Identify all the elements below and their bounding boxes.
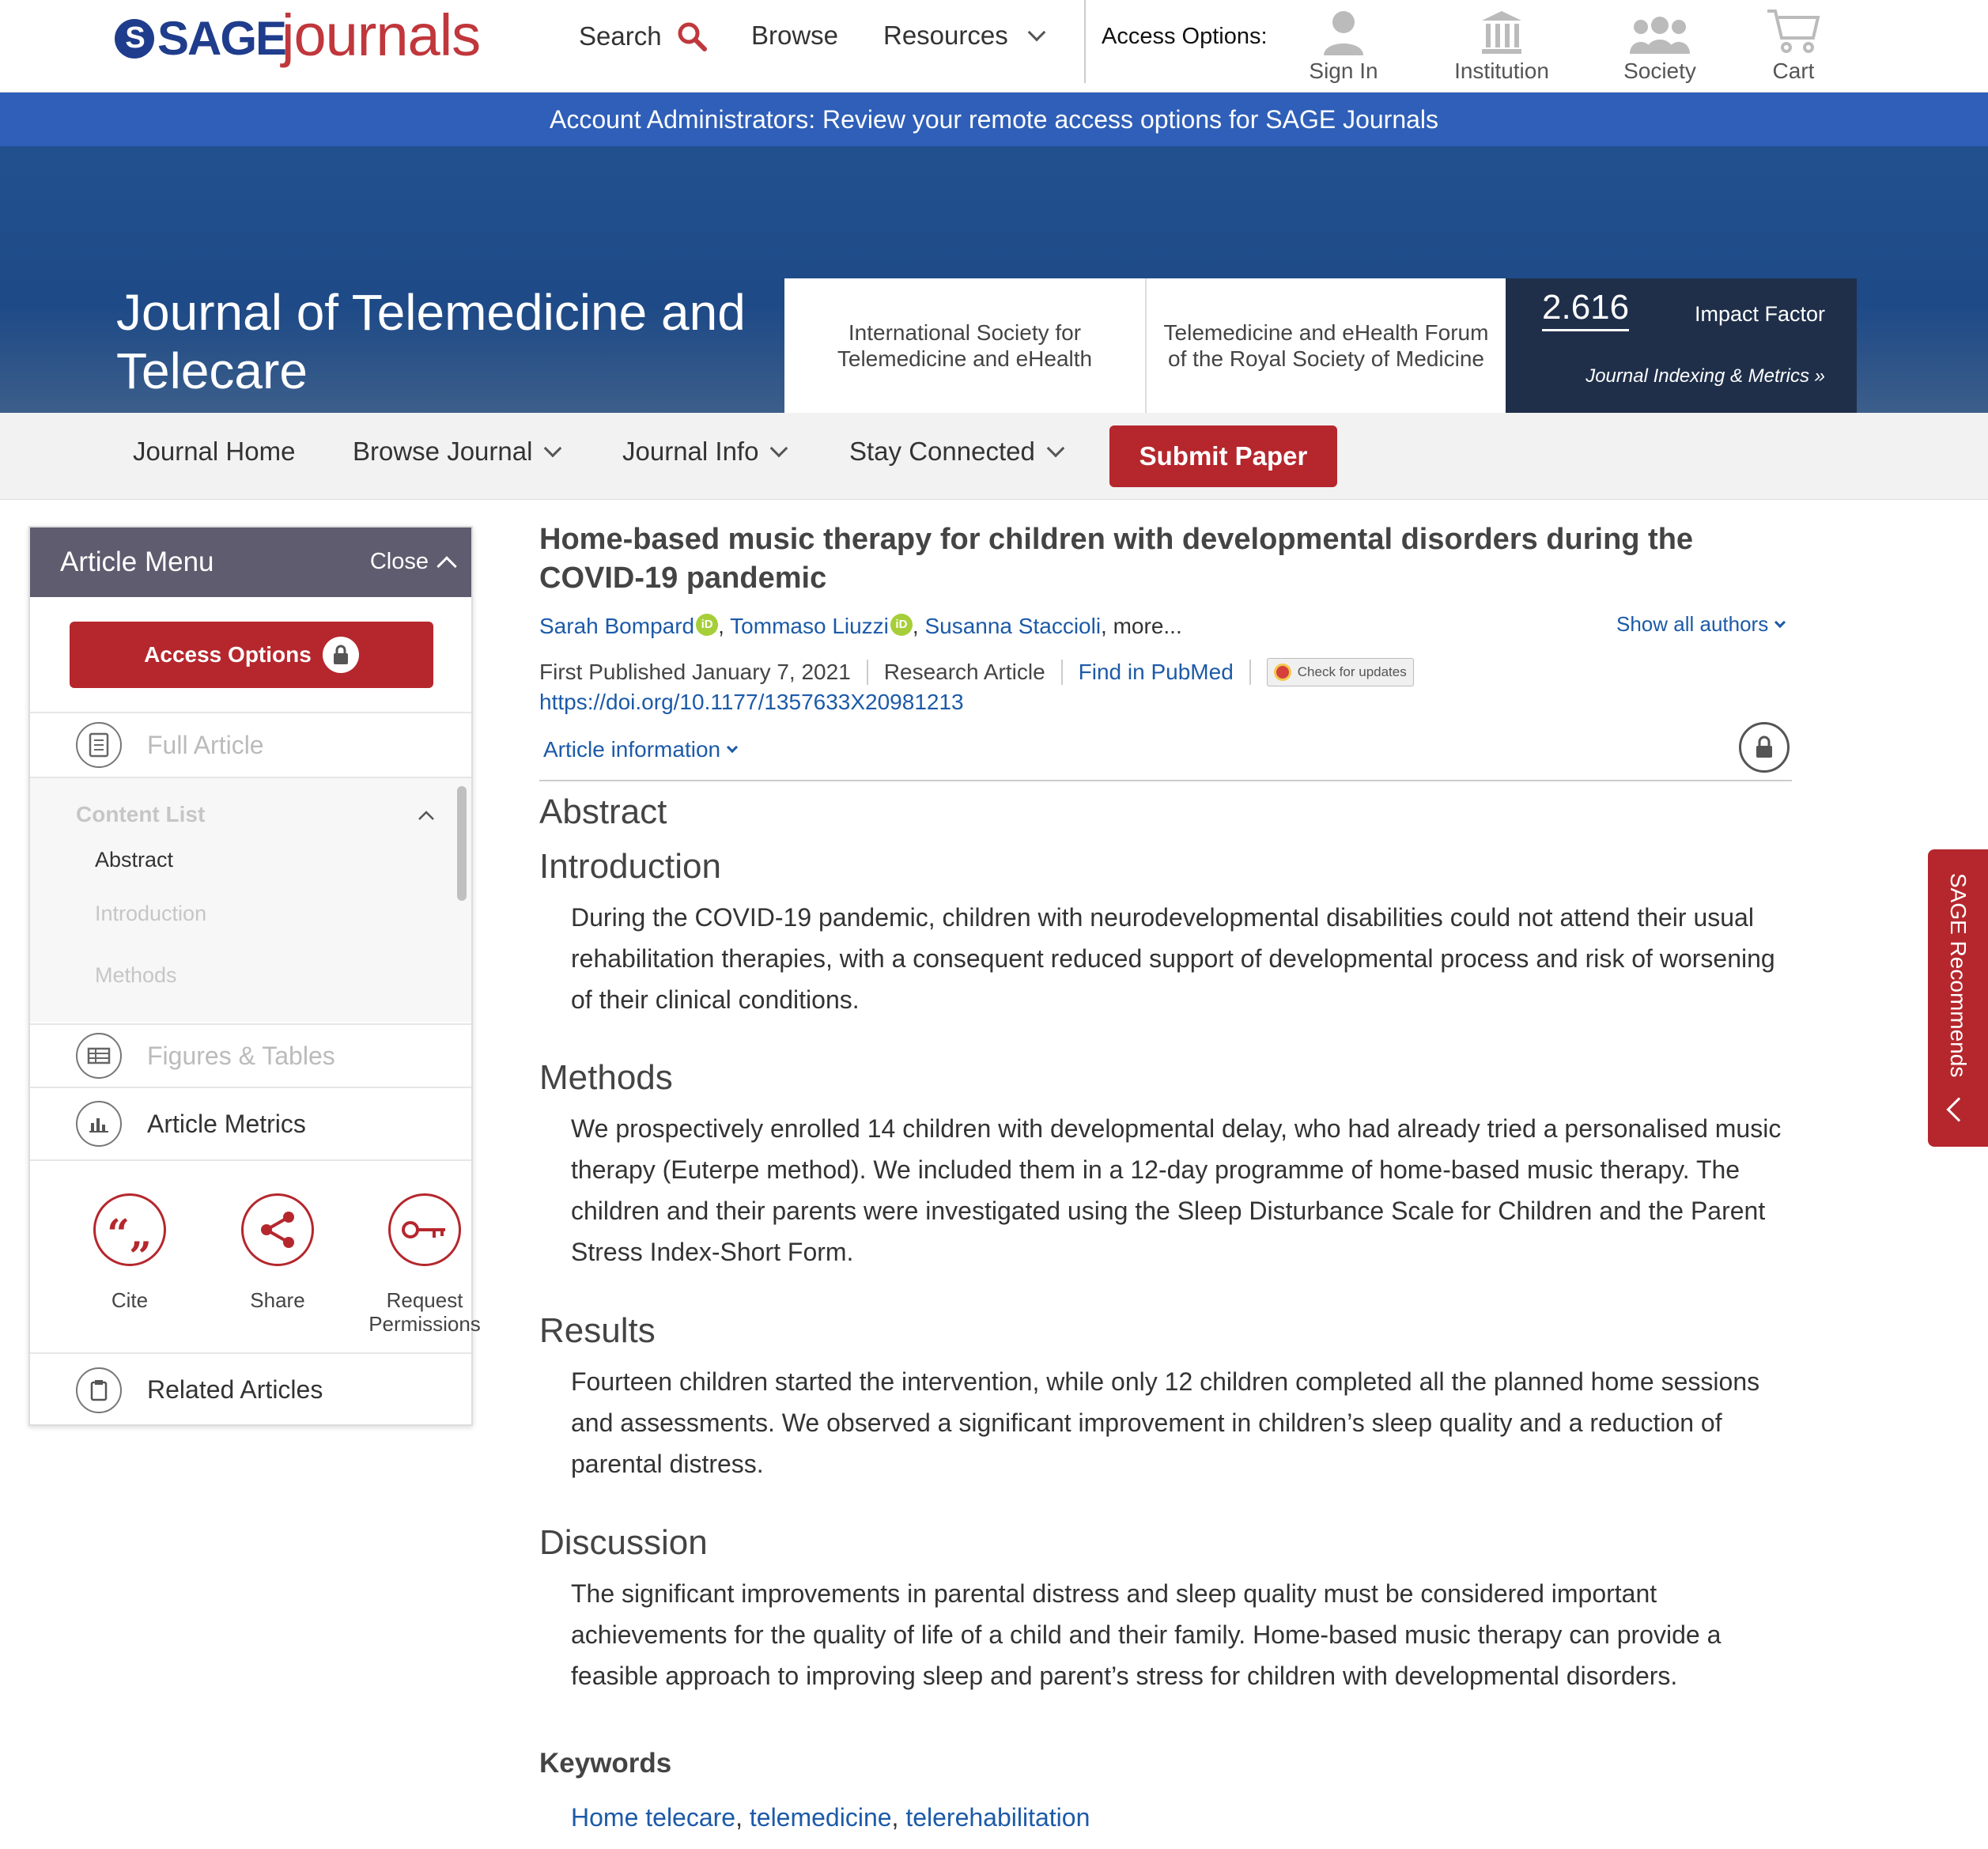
doi-link[interactable]: https://doi.org/10.1177/1357633X20981213 [539,690,964,714]
nav-resources[interactable] [883,21,1043,51]
keyword-link[interactable]: telemedicine [749,1803,892,1832]
sage-logo[interactable] [115,11,285,66]
author-separator: , [1101,614,1113,638]
journal-info-label: Journal Info [622,437,759,466]
article-metrics-item[interactable] [30,1087,471,1159]
access-options-button[interactable] [70,622,433,688]
sign-in-label: Sign In [1309,59,1378,83]
journal-title[interactable]: Journal of Telemedicine and Telecare [116,284,746,399]
document-icon [76,722,122,768]
stay-connected-label: Stay Connected [849,437,1035,466]
abstract-heading: Abstract [539,792,667,831]
chevron-down-icon [544,440,562,458]
section-heading-discussion: Discussion [539,1523,708,1562]
top-header [0,0,1988,93]
browse-journal-label: Browse Journal [353,437,533,466]
lock-icon[interactable] [1739,722,1790,773]
user-icon [1322,9,1365,55]
close-label: Close [369,549,429,574]
article-menu [28,526,481,1426]
more-authors-link[interactable]: more... [1113,614,1182,638]
figures-tables-item[interactable] [30,1023,471,1087]
author-link[interactable]: Tommaso Liuzzi [730,614,889,638]
journals-logo-text[interactable]: journals [282,2,481,68]
section-body-introduction: During the COVID-19 pandemic, children with neurodevelopmental disabilities could not attend their usual rehabilitation therapies, with a consequent reduced support of developmental process and risk of worsening of their clinical conditions. [571,903,1775,1014]
institution-icon [1480,9,1523,55]
impact-factor-label: Impact Factor [1694,302,1825,326]
nav-resources-label: Resources [883,21,1008,50]
cart-icon [1766,6,1821,55]
figures-tables-label: Figures & Tables [147,1041,335,1070]
society-icon [1628,16,1691,55]
chevron-up-icon[interactable] [418,810,435,821]
find-in-pubmed-link[interactable]: Find in PubMed [1078,660,1234,684]
key-icon [388,1193,461,1266]
article-information-toggle[interactable] [543,737,736,762]
article-menu-header [30,527,471,597]
society-link-2[interactable]: Telemedicine and eHealth Forum of the Royal Society of Medicine [1145,278,1506,413]
access-options-label: Access Options: [1102,24,1268,49]
chevron-down-icon [1027,24,1045,42]
society-button[interactable] [1601,8,1719,84]
section-heading-methods: Methods [539,1058,673,1097]
keywords-heading: Keywords [539,1748,672,1779]
bar-chart-icon [76,1101,122,1147]
sage-recommends-tab[interactable] [1928,849,1988,1147]
chevron-left-icon [1946,1097,1971,1121]
sign-in-button[interactable] [1284,8,1403,84]
content-list-item-introduction[interactable]: Introduction [95,902,207,925]
check-for-updates-button[interactable] [1267,658,1414,686]
section-body-methods: We prospectively enrolled 14 children with developmental delay, who had already tried a personalised music therapy (Euterpe method). We included them in a 12-day programme of home-based music therapy. The children and their parents were investigated using the Sleep Disturbance Scale for Children and the Parent Stress Index-Short Form. [571,1114,1782,1266]
full-article-item[interactable] [30,712,471,777]
sage-logo-mark: S [115,19,154,59]
content-list [30,777,471,1022]
section-body-discussion: The significant improvements in parental distress and sleep quality must be considered important achievements for the quality of life of a child and their family. Home-based music therapy can provide a feasible approach to improving sleep and parent’s stress for children with developmental disorders. [571,1579,1722,1690]
article-information-label: Article information [543,737,721,762]
table-icon [76,1033,122,1079]
request-permissions-button[interactable] [350,1193,500,1336]
sage-logo-text: SAGE [157,12,286,65]
cart-label: Cart [1772,59,1815,83]
article-menu-title: Article Menu [60,546,214,577]
show-all-authors-button[interactable] [1616,612,1784,637]
keyword-separator: , [735,1803,750,1832]
show-all-authors-label: Show all authors [1616,612,1769,636]
orcid-icon[interactable]: iD [890,614,913,636]
chevron-down-icon [727,742,738,753]
journal-home-link[interactable]: Journal Home [133,437,296,466]
section-body-results: Fourteen children started the intervention, while only 12 children completed all the planned home sessions and assessments. We observed a significant improvement in children’s sleep quality and a reduction of parental distress. [571,1367,1760,1478]
keywords-list [571,1803,1090,1832]
share-label: Share [250,1288,305,1312]
related-articles-item[interactable] [30,1352,471,1426]
society-link-1[interactable]: International Society for Telemedicine and eHealth [784,278,1145,413]
article-menu-close-button[interactable] [370,549,454,575]
author-separator: , [912,614,925,638]
quote-icon: “„ [93,1193,166,1266]
author-separator: , [718,614,731,638]
keyword-link[interactable]: telerehabilitation [905,1803,1090,1832]
sage-recommends-label: SAGE Recommends [1946,873,1971,1078]
keyword-separator: , [891,1803,906,1832]
orcid-icon[interactable]: iD [696,614,718,636]
journal-metrics-box[interactable] [1506,278,1857,413]
institution-label: Institution [1454,59,1549,83]
article-title: Home-based music therapy for children with developmental disorders during the COVID-19 pandemic [539,523,1694,595]
meta-separator [1061,660,1063,685]
full-article-label: Full Article [147,730,264,759]
content-list-item-abstract[interactable]: Abstract [95,848,174,872]
institution-button[interactable] [1442,8,1561,84]
chevron-up-icon [437,556,456,576]
cite-label: Cite [111,1288,149,1312]
journal-indexing-link[interactable]: Journal Indexing & Metrics » [1585,365,1825,387]
article-metrics-label: Article Metrics [147,1109,306,1138]
lock-icon [323,637,359,673]
content-list-item-methods[interactable]: Methods [95,963,177,987]
article-type: Research Article [883,660,1045,684]
admin-banner[interactable]: Account Administrators: Review your remote access options for SAGE Journals [0,93,1988,146]
request-permissions-label: Request Permissions [368,1288,481,1336]
chevron-down-icon [770,440,788,458]
related-articles-label: Related Articles [147,1375,323,1404]
journal-info-menu[interactable] [622,437,785,467]
cite-button[interactable] [55,1193,205,1312]
cart-button[interactable] [1734,8,1853,84]
meta-separator [1249,660,1251,685]
nav-browse[interactable]: Browse [751,21,839,50]
section-heading-introduction: Introduction [539,847,721,886]
meta-separator [867,660,868,685]
keyword-link[interactable]: Home telecare [571,1803,736,1832]
section-heading-results: Results [539,1311,656,1350]
share-icon [241,1193,314,1266]
divider [539,780,1792,781]
chevron-down-icon [1047,440,1065,458]
impact-factor-value: 2.616 [1542,288,1629,331]
article-meta [539,658,1414,686]
share-button[interactable] [202,1193,353,1312]
header-divider [1084,0,1086,83]
access-options-label: Access Options [144,642,312,667]
stay-connected-menu[interactable] [849,437,1062,467]
check-for-updates-label: Check for updates [1297,664,1407,679]
content-list-heading[interactable]: Content List [76,802,206,826]
author-link[interactable]: Sarah Bompard [539,614,695,638]
author-list [539,614,1182,639]
crossmark-icon [1274,664,1291,681]
clipboard-icon [76,1367,122,1413]
content-list-scrollbar[interactable] [457,786,467,901]
submit-paper-button[interactable]: Submit Paper [1109,425,1337,487]
chevron-down-icon [1774,616,1786,627]
society-label: Society [1623,59,1696,83]
search-icon [676,21,708,52]
nav-search[interactable] [579,21,708,52]
nav-search-label: Search [579,21,662,51]
author-link[interactable]: Susanna Staccioli [924,614,1102,638]
browse-journal-menu[interactable] [353,437,559,467]
first-published: First Published January 7, 2021 [539,660,851,684]
